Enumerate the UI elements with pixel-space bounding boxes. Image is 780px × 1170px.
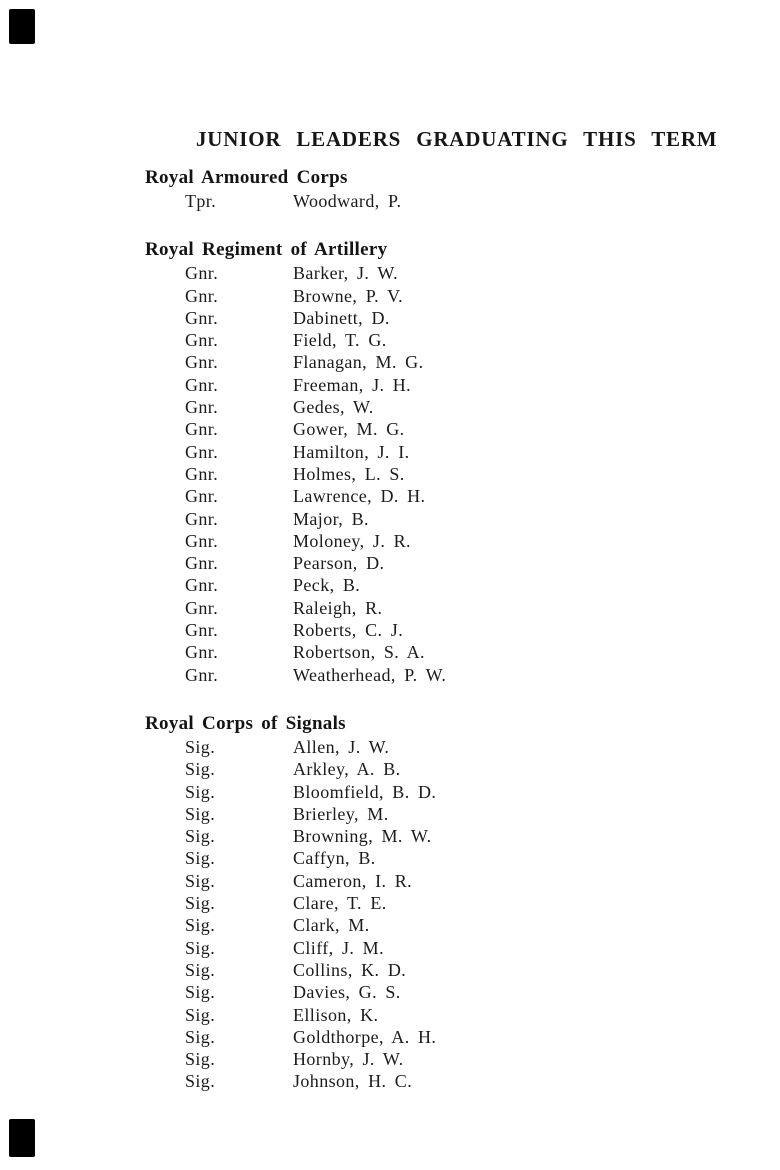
roster-row — [145, 418, 745, 440]
roster-row — [145, 508, 745, 530]
name-cell: Raleigh, R. — [293, 597, 383, 618]
name-cell: Major, B. — [293, 508, 369, 529]
name-cell: Barker, J. W. — [293, 263, 398, 284]
name-cell: Browning, M. W. — [293, 826, 432, 847]
rank-cell: Tpr. — [185, 191, 217, 211]
rank-cell: Sig. — [185, 736, 216, 757]
rank-cell: Sig. — [185, 826, 216, 847]
name-cell: Pearson, D. — [293, 553, 385, 574]
name-cell: Gower, M. G. — [293, 419, 405, 440]
roster-row — [145, 463, 745, 485]
rank-cell: Sig. — [185, 937, 216, 958]
rank-cell: Gnr. — [185, 597, 219, 618]
page-title: JUNIOR LEADERS GRADUATING THIS TERM — [196, 127, 718, 152]
rank-cell: Sig. — [185, 1049, 216, 1070]
name-cell: Johnson, H. C. — [293, 1071, 413, 1092]
name-cell: Gedes, W. — [293, 397, 374, 418]
roster-section — [145, 712, 745, 1093]
name-cell: Holmes, L. S. — [293, 463, 405, 484]
rank-cell: Gnr. — [185, 463, 219, 484]
roster-row — [145, 374, 745, 396]
sections — [145, 166, 745, 1119]
roster-row — [145, 758, 745, 780]
roster-row — [145, 552, 745, 574]
name-cell: Cliff, J. M. — [293, 937, 384, 958]
name-cell: Clark, M. — [293, 915, 370, 936]
roster-section — [145, 166, 745, 212]
rank-cell: Gnr. — [185, 397, 219, 418]
rank-cell: Sig. — [185, 803, 216, 824]
roster-row — [145, 914, 745, 936]
rank-cell: Sig. — [185, 1026, 216, 1047]
name-cell: Ellison, K. — [293, 1004, 379, 1025]
scan-artifact-mark-top — [9, 9, 35, 44]
roster-row — [145, 847, 745, 869]
name-cell: Moloney, J. R. — [293, 530, 411, 551]
roster-row — [145, 641, 745, 663]
name-cell: Dabinett, D. — [293, 307, 390, 328]
rank-cell: Sig. — [185, 982, 216, 1003]
rank-cell: Gnr. — [185, 307, 219, 328]
roster-row — [145, 329, 745, 351]
name-cell: Browne, P. V. — [293, 285, 404, 306]
roster-row — [145, 619, 745, 641]
name-cell: Weatherhead, P. W. — [293, 664, 447, 685]
rank-cell: Sig. — [185, 959, 216, 980]
roster-row — [145, 530, 745, 552]
roster-row — [145, 1048, 745, 1070]
rank-cell: Gnr. — [185, 486, 219, 507]
rank-cell: Gnr. — [185, 642, 219, 663]
section-heading: Royal Armoured Corps — [145, 167, 348, 188]
roster-row — [145, 307, 745, 329]
rank-cell: Gnr. — [185, 441, 219, 462]
rank-cell: Gnr. — [185, 620, 219, 641]
name-cell: Hornby, J. W. — [293, 1049, 404, 1070]
name-cell: Freeman, J. H. — [293, 374, 412, 395]
name-cell: Cameron, I. R. — [293, 870, 413, 891]
roster-row — [145, 1004, 745, 1026]
name-cell: Goldthorpe, A. H. — [293, 1026, 437, 1047]
roster-row — [145, 485, 745, 507]
roster-section — [145, 238, 745, 686]
name-cell: Collins, K. D. — [293, 959, 407, 980]
name-cell: Lawrence, D. H. — [293, 486, 426, 507]
roster-row — [145, 351, 745, 373]
roster-row — [145, 781, 745, 803]
name-cell: Field, T. G. — [293, 330, 387, 351]
name-cell: Allen, J. W. — [293, 736, 390, 757]
name-cell: Brierley, M. — [293, 803, 389, 824]
rank-cell: Sig. — [185, 848, 216, 869]
roster-row — [145, 870, 745, 892]
scan-artifact-mark-bottom — [9, 1119, 35, 1157]
section-heading: Royal Regiment of Artillery — [145, 239, 388, 261]
rank-cell: Sig. — [185, 759, 216, 780]
name-cell: Caffyn, B. — [293, 848, 376, 869]
rank-cell: Gnr. — [185, 374, 219, 395]
rank-cell: Sig. — [185, 1071, 216, 1092]
name-cell: Arkley, A. B. — [293, 759, 401, 780]
name-cell: Roberts, C. J. — [293, 620, 404, 641]
rank-cell: Sig. — [185, 915, 216, 936]
rank-cell: Gnr. — [185, 285, 219, 306]
roster-row — [145, 664, 745, 686]
name-cell: Davies, G. S. — [293, 982, 401, 1003]
section-heading: Royal Corps of Signals — [145, 712, 346, 734]
roster-row — [145, 1026, 745, 1048]
roster-row — [145, 285, 745, 307]
name-cell: Hamilton, J. I. — [293, 441, 410, 462]
roster-row — [145, 981, 745, 1003]
rank-cell: Gnr. — [185, 352, 219, 373]
roster-row — [145, 825, 745, 847]
name-cell: Clare, T. E. — [293, 893, 387, 914]
name-cell: Robertson, S. A. — [293, 642, 425, 663]
rank-cell: Sig. — [185, 781, 216, 802]
name-cell: Peck, B. — [293, 575, 361, 596]
roster-row — [145, 892, 745, 914]
roster-row — [145, 959, 745, 981]
roster-row — [145, 574, 745, 596]
roster-row — [145, 396, 745, 418]
name-cell: Bloomfield, B. D. — [293, 781, 437, 802]
roster-row — [145, 262, 745, 284]
rank-cell: Gnr. — [185, 575, 219, 596]
roster-row — [145, 597, 745, 619]
rank-cell: Gnr. — [185, 508, 219, 529]
roster-row — [145, 1070, 745, 1092]
roster-row — [145, 190, 745, 212]
name-cell: Flanagan, M. G. — [293, 352, 424, 373]
rank-cell: Sig. — [185, 893, 216, 914]
roster-row — [145, 937, 745, 959]
rank-cell: Gnr. — [185, 664, 219, 685]
rank-cell: Gnr. — [185, 330, 219, 351]
roster-row — [145, 803, 745, 825]
rank-cell: Gnr. — [185, 553, 219, 574]
rank-cell: Sig. — [185, 1004, 216, 1025]
rank-cell: Gnr. — [185, 263, 219, 284]
rank-cell: Gnr. — [185, 419, 219, 440]
rank-cell: Gnr. — [185, 530, 219, 551]
rank-cell: Sig. — [185, 870, 216, 891]
roster-row — [145, 736, 745, 758]
name-cell: Woodward, P. — [293, 191, 402, 211]
roster-row — [145, 441, 745, 463]
